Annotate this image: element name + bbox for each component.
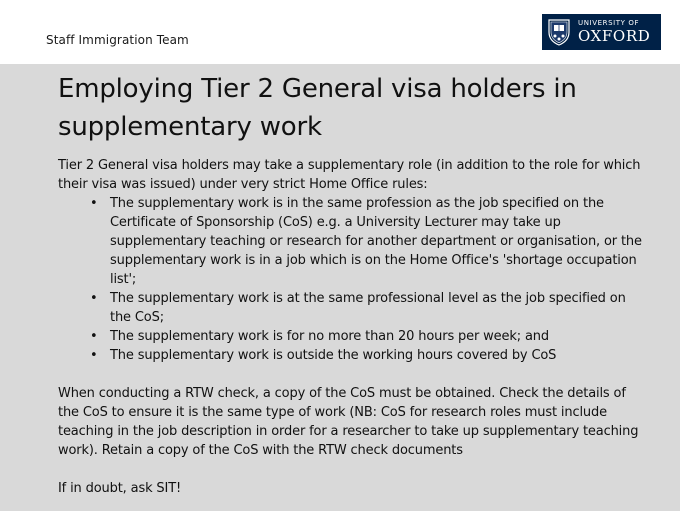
rtw-paragraph: When conducting a RTW check, a copy of the CoS must be obtained. Check the details of the CoS to ensure it is the same type of work (NB: CoS for research roles must include teaching in the job description in order for a researcher to take up supplementary teaching work). Retain a copy of the CoS with the RTW check documents — [58, 386, 639, 458]
bullet-icon: • — [90, 196, 98, 211]
bullet-icon: • — [90, 329, 98, 344]
list-item: • The supplementary work is at the same professional level as the job specified on the CoS; — [90, 291, 626, 325]
bullet-icon: • — [90, 291, 98, 306]
list-item: • The supplementary work is in the same profession as the job specified on the Certificate of Sponsorship (CoS) e.g. a University Lecturer may take up supplementary teaching or research for another department or organisation, or the supplementary work is in a job which is on the Home Office's 'shortage occupation list'; — [90, 196, 642, 287]
slide-content — [0, 64, 680, 511]
team-label: Staff Immigration Team — [46, 33, 189, 47]
slide-header — [0, 0, 680, 64]
slide-body — [58, 156, 650, 498]
intro-paragraph: Tier 2 General visa holders may take a supplementary role (in addition to the role for which their visa was issued) under very strict Home Office rules: — [58, 158, 641, 192]
logo-main-text: OXFORD — [578, 27, 651, 45]
list-item: • The supplementary work is for no more than 20 hours per week; and — [90, 329, 549, 344]
list-item: • The supplementary work is outside the working hours covered by CoS — [90, 348, 557, 363]
slide-title: Employing Tier 2 General visa holders in supplementary work — [58, 74, 577, 142]
oxford-logo — [542, 14, 661, 50]
closing-line: If in doubt, ask SIT! — [58, 481, 182, 496]
bullet-icon: • — [90, 348, 98, 363]
crest-icon — [546, 18, 572, 46]
rules-list — [58, 194, 650, 365]
logo-top-text: UNIVERSITY OF — [578, 19, 640, 27]
